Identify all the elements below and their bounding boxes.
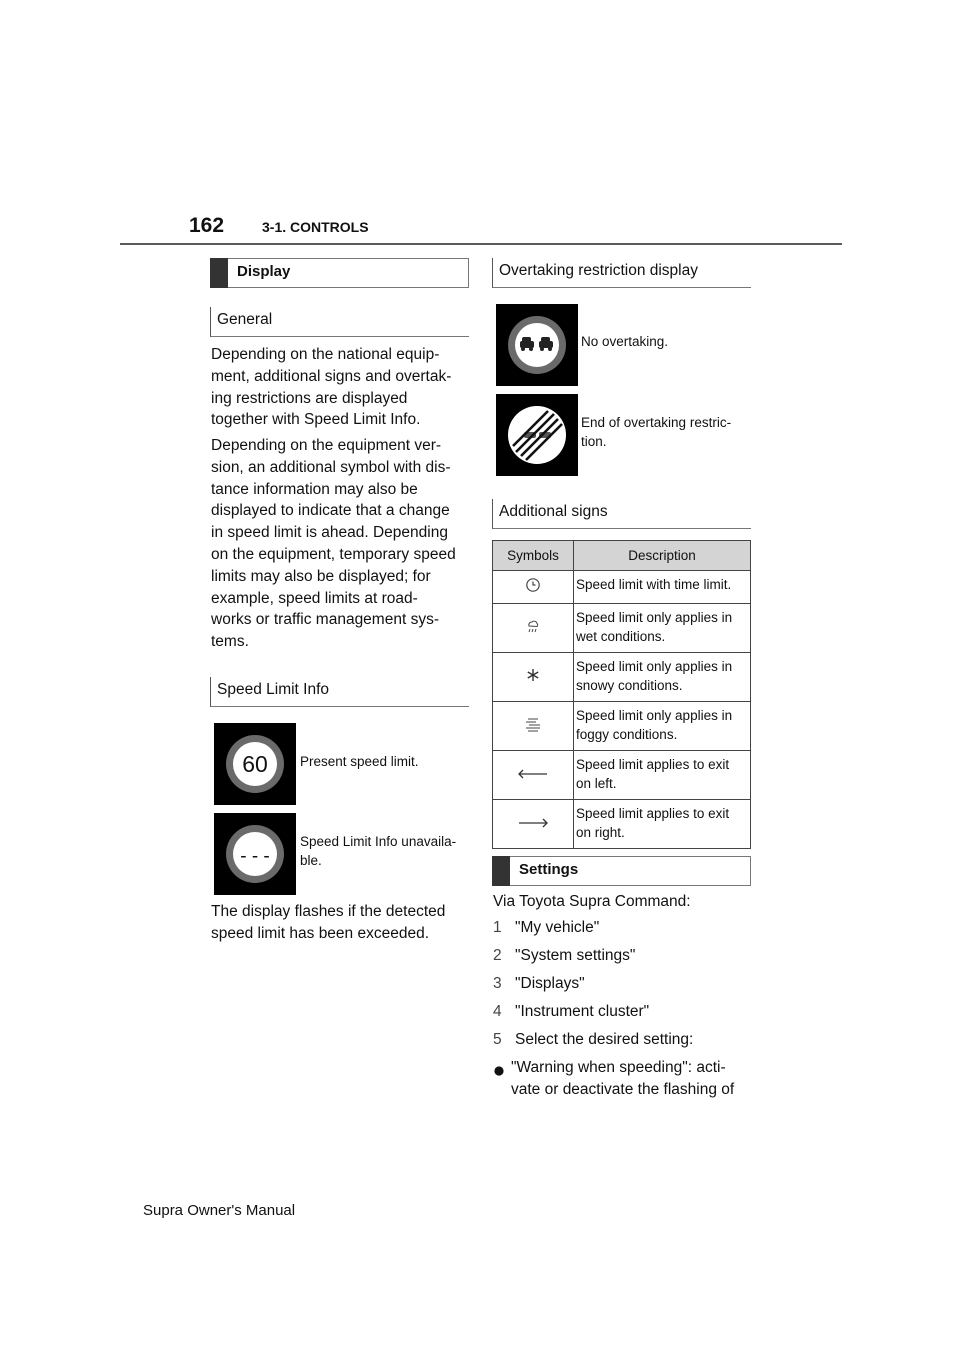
table-row	[493, 702, 751, 751]
speed-limit-value: 60	[242, 751, 268, 777]
arrow-right-icon	[493, 800, 574, 849]
step-number: 3	[493, 975, 502, 992]
rain-icon	[493, 604, 574, 653]
overtaking-heading	[492, 258, 751, 288]
footer-text: Supra Owner's Manual	[143, 1202, 296, 1219]
description-line: Speed limit only applies in	[576, 708, 733, 723]
step-text: Select the desired setting:	[515, 1031, 694, 1048]
text-line: in speed limit is ahead. Depending	[211, 524, 448, 542]
text-line: tems.	[211, 633, 249, 651]
step-number: 4	[493, 1003, 502, 1020]
heading-marker	[210, 258, 228, 288]
sign2-caption	[300, 832, 456, 870]
text-line: sion, an additional symbol with dis-	[211, 458, 451, 476]
additional-signs-heading-text: Additional signs	[499, 503, 608, 520]
text-line: "Warning when speeding": acti-	[511, 1059, 726, 1076]
text-line: ment, additional signs and overtak-	[211, 367, 452, 385]
text-line: speed limit has been exceeded.	[211, 924, 430, 942]
text-line: tance information may also be	[211, 480, 418, 498]
table-row	[493, 571, 751, 604]
settings-heading-text: Settings	[519, 861, 579, 878]
page-number: 162	[189, 214, 225, 237]
header-divider	[120, 243, 842, 245]
description-line: wet conditions.	[576, 629, 666, 644]
general-paragraph-1	[211, 344, 471, 431]
bullet-icon	[493, 1064, 505, 1076]
text-line: example, speed limits at road-	[211, 589, 418, 607]
row-description	[574, 751, 751, 800]
general-heading-text: General	[217, 311, 273, 328]
via-command-text: Via Toyota Supra Command:	[493, 893, 691, 910]
table-header-row	[493, 541, 751, 571]
description-line: Speed limit only applies in	[576, 610, 733, 625]
text-line: on the equipment, temporary speed	[211, 545, 456, 563]
text-line: Depending on the national equip-	[211, 346, 440, 363]
speed-limit-info-heading	[210, 677, 469, 707]
description-line: Speed limit with time limit.	[576, 577, 732, 592]
table-row	[493, 800, 751, 849]
additional-signs-heading	[492, 499, 751, 529]
chapter-title: 3-1. CONTROLS	[262, 219, 369, 235]
speed-limit-unavailable-image	[214, 813, 296, 895]
speed-limit-unavailable-value: - - -	[240, 846, 270, 867]
description-line: Speed limit applies to exit	[576, 806, 730, 821]
step-text: "Instrument cluster"	[515, 1003, 650, 1020]
step-5	[493, 1031, 693, 1049]
no-overtaking-sign-image	[496, 304, 578, 386]
table-row	[493, 604, 751, 653]
fog-icon	[493, 702, 574, 751]
speed-limit-sign-image	[214, 723, 296, 805]
caption-line: tion.	[581, 434, 607, 449]
speed-limit-info-heading-text: Speed Limit Info	[217, 681, 330, 698]
text-line: vate or deactivate the flashing of	[511, 1080, 735, 1098]
text-line: together with Speed Limit Info.	[211, 411, 421, 429]
table-row	[493, 653, 751, 702]
step-number: 1	[493, 919, 502, 936]
description-line: on right.	[576, 825, 625, 840]
step-1	[493, 919, 599, 937]
description-line: Speed limit only applies in	[576, 659, 733, 674]
overtaking-heading-text: Overtaking restriction display	[499, 262, 698, 279]
caption-line: Speed Limit Info unavaila-	[300, 834, 457, 849]
text-line: ing restrictions are displayed	[211, 389, 408, 407]
text-line: works or traffic management sys-	[211, 611, 439, 629]
snowflake-icon	[493, 653, 574, 702]
step-2	[493, 947, 635, 965]
step-text: "Displays"	[515, 975, 585, 992]
general-paragraph-2	[211, 435, 471, 653]
caption-line: ble.	[300, 853, 322, 868]
bullet-paragraph	[511, 1057, 761, 1101]
row-description	[574, 604, 751, 653]
step-number: 5	[493, 1031, 502, 1048]
display-heading-text: Display	[237, 263, 291, 280]
text-line: displayed to indicate that a change	[211, 502, 450, 520]
no-overtaking-caption: No overtaking.	[581, 334, 669, 349]
settings-heading	[492, 856, 751, 886]
description-line: Speed limit applies to exit	[576, 757, 730, 772]
closing-paragraph	[211, 901, 471, 945]
additional-signs-table	[492, 540, 751, 849]
row-description	[574, 800, 751, 849]
general-heading	[210, 307, 469, 337]
end-overtaking-caption	[581, 413, 731, 451]
row-description	[574, 571, 751, 604]
sign1-caption: Present speed limit.	[300, 754, 419, 769]
text-line: Depending on the equipment ver-	[211, 437, 442, 454]
caption-line: End of overtaking restric-	[581, 415, 732, 430]
step-3	[493, 975, 585, 993]
description-line: on left.	[576, 776, 617, 791]
display-heading	[210, 258, 469, 288]
table-row	[493, 751, 751, 800]
symbols-column-header: Symbols	[493, 541, 574, 571]
step-number: 2	[493, 947, 502, 964]
row-description	[574, 653, 751, 702]
end-overtaking-sign-image	[496, 394, 578, 476]
clock-icon	[493, 571, 574, 604]
description-line: snowy conditions.	[576, 678, 683, 693]
step-4	[493, 1003, 649, 1021]
text-line: limits may also be displayed; for	[211, 567, 431, 585]
description-column-header: Description	[574, 541, 751, 571]
step-text: "My vehicle"	[515, 919, 600, 936]
heading-marker	[492, 856, 510, 886]
description-line: foggy conditions.	[576, 727, 678, 742]
arrow-left-icon	[493, 751, 574, 800]
text-line: The display flashes if the detected	[211, 903, 446, 920]
row-description	[574, 702, 751, 751]
step-text: "System settings"	[515, 947, 636, 964]
